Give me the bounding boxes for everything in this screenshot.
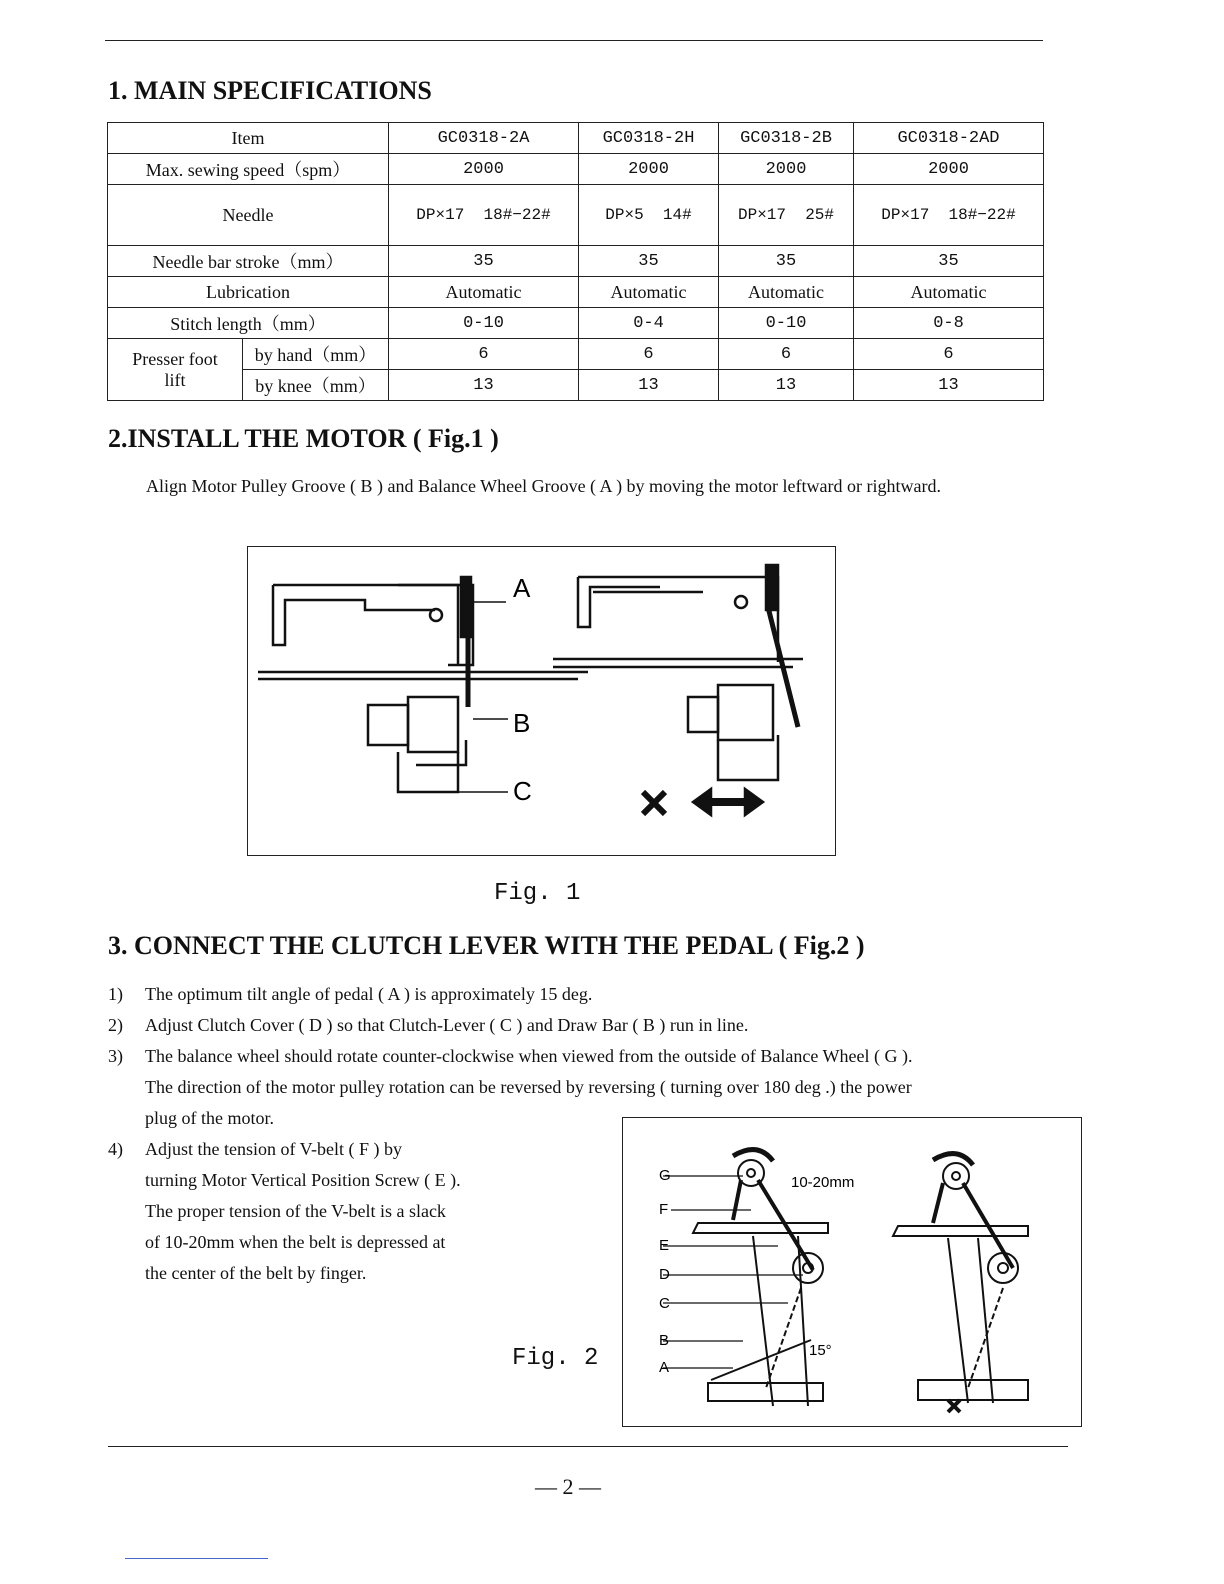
list-item-line (108, 979, 592, 1010)
section2-text: Align Motor Pulley Groove ( B ) and Balance Wheel Groove ( A ) by moving the motor leftward or rightward. (146, 476, 941, 496)
header-cell: Item (108, 123, 389, 154)
cell: 6 (854, 339, 1044, 370)
cell: DP×5 14# (579, 185, 719, 246)
table-row (108, 246, 1044, 277)
row-label: by hand（mm） (243, 339, 389, 370)
clutch-pedal-illustration (623, 1118, 1081, 1426)
list-item-line (108, 1196, 446, 1227)
table-row (108, 370, 1044, 401)
label-e: E (659, 1237, 670, 1254)
label-c: C (513, 776, 532, 806)
list-text: The balance wheel should rotate counter-clockwise when viewed from the outside of Balance Wheel ( G ). (145, 1046, 913, 1066)
row-label: by knee（mm） (243, 370, 389, 401)
row-label: Lubrication (108, 277, 389, 308)
header-cell: GC0318-2B (719, 123, 854, 154)
cell: 13 (389, 370, 579, 401)
figure-2-caption: Fig. 2 (512, 1345, 599, 1372)
label-a: A (659, 1359, 670, 1376)
cell: DP×17 25# (719, 185, 854, 246)
list-text: The optimum tilt angle of pedal ( A ) is approximately 15 deg. (145, 984, 593, 1004)
bottom-rule (108, 1446, 1068, 1447)
table-row (108, 277, 1044, 308)
label-c: C (659, 1295, 670, 1312)
cell: 2000 (854, 154, 1044, 185)
table-row (108, 154, 1044, 185)
label-g: G (659, 1167, 671, 1184)
list-text: turning Motor Vertical Position Screw ( E ). (145, 1170, 461, 1190)
table-row (108, 339, 1044, 370)
list-text: Adjust the tension of V-belt ( F ) by (145, 1139, 402, 1159)
label-d: D (659, 1266, 670, 1283)
label-b: B (659, 1332, 670, 1349)
presser-label: lift (164, 369, 186, 390)
list-item-line (108, 1041, 913, 1072)
cell: 6 (719, 339, 854, 370)
cell: 2000 (579, 154, 719, 185)
list-item-line (108, 1227, 445, 1258)
page-number: — 2 — (535, 1474, 601, 1499)
section2-heading: 2.INSTALL THE MOTOR ( Fig.1 ) (108, 424, 499, 453)
list-text: The direction of the motor pulley rotation can be reversed by reversing ( turning over 180 deg .) the power (145, 1077, 912, 1097)
section3-heading: 3. CONNECT THE CLUTCH LEVER WITH THE PEDAL ( Fig.2 ) (108, 931, 865, 960)
row-label: Needle (108, 185, 389, 246)
list-item-line (108, 1134, 402, 1165)
header-cell: GC0318-2AD (854, 123, 1044, 154)
cell: 13 (579, 370, 719, 401)
cell: Automatic (389, 277, 579, 308)
list-text: The proper tension of the V-belt is a slack (145, 1201, 446, 1221)
cell: 35 (579, 246, 719, 277)
row-label: Max. sewing speed（spm） (108, 154, 389, 185)
row-label: Stitch length（mm） (108, 308, 389, 339)
list-text: Adjust Clutch Cover ( D ) so that Clutch-Lever ( C ) and Draw Bar ( B ) run in line. (145, 1015, 749, 1035)
figure-2 (622, 1117, 1082, 1427)
list-item-line (108, 1072, 912, 1103)
slack-label: 10-20mm (791, 1174, 855, 1191)
cell: DP×17 18#−22# (854, 185, 1044, 246)
cell: 13 (719, 370, 854, 401)
header-cell: GC0318-2H (579, 123, 719, 154)
cell: DP×17 18#−22# (389, 185, 579, 246)
table-row (108, 185, 1044, 246)
figure-1 (247, 546, 836, 856)
list-item-line (108, 1010, 748, 1041)
list-text: the center of the belt by finger. (145, 1263, 367, 1283)
cell: 13 (854, 370, 1044, 401)
cell: Automatic (854, 277, 1044, 308)
list-item-line (108, 1165, 461, 1196)
label-f: F (659, 1201, 669, 1218)
top-rule (105, 40, 1043, 41)
list-number: 3) (108, 1046, 123, 1066)
list-number: 4) (108, 1139, 123, 1159)
cell: Automatic (579, 277, 719, 308)
header-cell: GC0318-2A (389, 123, 579, 154)
cell: 6 (579, 339, 719, 370)
specifications-table (107, 122, 1044, 401)
list-number: 1) (108, 984, 123, 1004)
row-label (108, 339, 243, 401)
cell: 2000 (389, 154, 579, 185)
cell: Automatic (719, 277, 854, 308)
list-text: plug of the motor. (145, 1108, 274, 1128)
cell: 0-10 (719, 308, 854, 339)
angle-label: 15° (809, 1342, 832, 1359)
table-header-row (108, 123, 1044, 154)
cell: 0-10 (389, 308, 579, 339)
list-text: of 10-20mm when the belt is depressed at (145, 1232, 446, 1252)
list-item-line (108, 1103, 274, 1134)
motor-install-illustration (248, 547, 835, 855)
list-number: 2) (108, 1015, 123, 1035)
presser-label: Presser foot (132, 348, 218, 369)
cell: 35 (389, 246, 579, 277)
cell: 2000 (719, 154, 854, 185)
cell: 0-8 (854, 308, 1044, 339)
row-label: Needle bar stroke（mm） (108, 246, 389, 277)
figure-1-caption: Fig. 1 (494, 880, 581, 907)
section1-heading: 1. MAIN SPECIFICATIONS (108, 76, 432, 105)
label-a: A (513, 573, 531, 603)
cell: 0-4 (579, 308, 719, 339)
label-b: B (513, 708, 531, 738)
list-item-line (108, 1258, 366, 1289)
blue-rule (125, 1558, 268, 1559)
table-row (108, 308, 1044, 339)
cell: 35 (719, 246, 854, 277)
cell: 6 (389, 339, 579, 370)
cell: 35 (854, 246, 1044, 277)
